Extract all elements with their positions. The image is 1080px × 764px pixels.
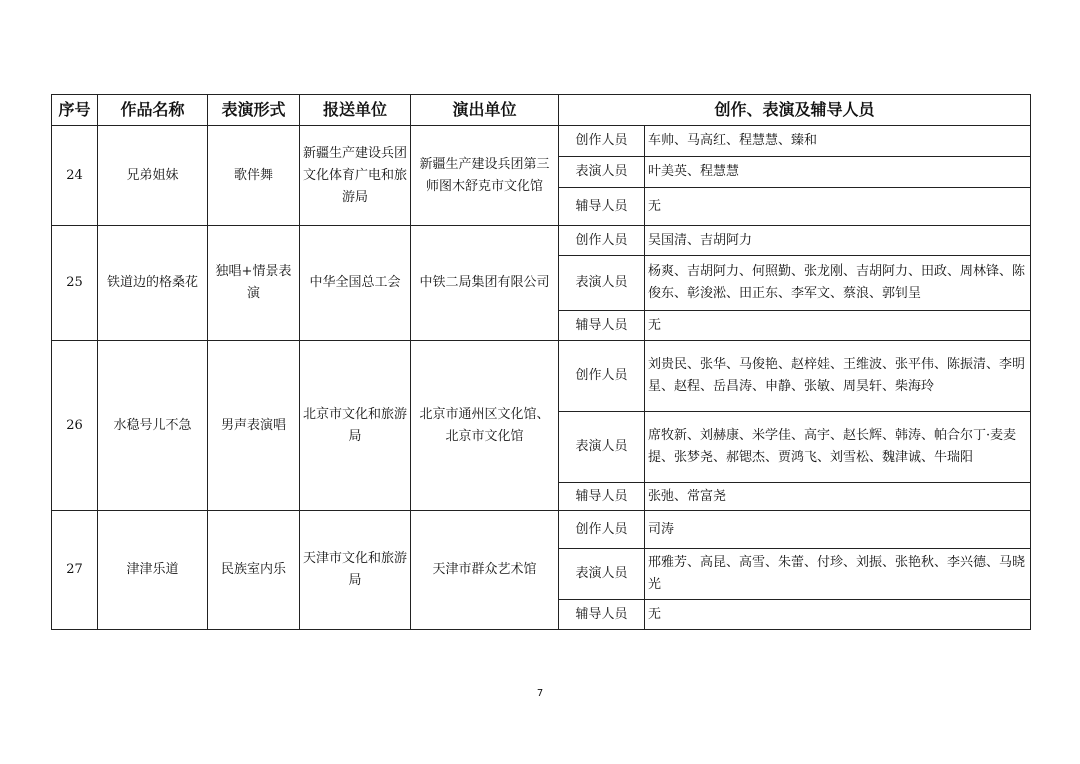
program-table — [51, 94, 1031, 630]
staff-people: 无 — [645, 311, 1031, 341]
entry-sender: 新疆生产建设兵团文化体育广电和旅游局 — [300, 126, 411, 226]
entry-no: 26 — [52, 341, 98, 511]
staff-role: 辅导人员 — [559, 600, 645, 630]
staff-role: 创作人员 — [559, 126, 645, 157]
header-title: 作品名称 — [98, 95, 208, 126]
entry-title: 铁道边的格桑花 — [98, 226, 208, 341]
table-row — [52, 126, 1031, 157]
staff-role: 表演人员 — [559, 412, 645, 483]
staff-people: 吴国清、吉胡阿力 — [645, 226, 1031, 256]
entry-title: 津津乐道 — [98, 511, 208, 630]
entry-title: 兄弟姐妹 — [98, 126, 208, 226]
staff-role: 表演人员 — [559, 256, 645, 311]
staff-people: 无 — [645, 188, 1031, 226]
entry-no: 27 — [52, 511, 98, 630]
staff-role: 表演人员 — [559, 549, 645, 600]
staff-people: 张弛、常富尧 — [645, 483, 1031, 511]
staff-people: 叶美英、程慧慧 — [645, 157, 1031, 188]
header-form: 表演形式 — [208, 95, 300, 126]
page-number: 7 — [536, 688, 544, 699]
header-performer: 演出单位 — [411, 95, 559, 126]
staff-people: 司涛 — [645, 511, 1031, 549]
header-row — [52, 95, 1031, 126]
staff-role: 辅导人员 — [559, 483, 645, 511]
entry-form: 歌伴舞 — [208, 126, 300, 226]
staff-people: 刘贵民、张华、马俊艳、赵梓娃、王维波、张平伟、陈振清、李明星、赵程、岳昌涛、申静、张敏、周昊轩、柴海玲 — [645, 341, 1031, 412]
entry-performer: 中铁二局集团有限公司 — [411, 226, 559, 341]
staff-people: 邢雅芳、高昆、高雪、朱蕾、付珍、刘振、张艳秋、李兴德、马晓光 — [645, 549, 1031, 600]
entry-no: 25 — [52, 226, 98, 341]
entry-title: 水稳号儿不急 — [98, 341, 208, 511]
entry-sender: 北京市文化和旅游局 — [300, 341, 411, 511]
entry-no: 24 — [52, 126, 98, 226]
table-row — [52, 511, 1031, 549]
entry-performer: 北京市通州区文化馆、北京市文化馆 — [411, 341, 559, 511]
staff-role: 辅导人员 — [559, 311, 645, 341]
entry-form: 独唱+情景表演 — [208, 226, 300, 341]
staff-role: 表演人员 — [559, 157, 645, 188]
entry-sender: 天津市文化和旅游局 — [300, 511, 411, 630]
entry-sender: 中华全国总工会 — [300, 226, 411, 341]
header-sender: 报送单位 — [300, 95, 411, 126]
staff-role: 创作人员 — [559, 341, 645, 412]
staff-people: 席牧新、刘赫康、米学佳、高宇、赵长辉、韩涛、帕合尔丁·麦麦提、张梦尧、郝锶杰、贾鸿飞、刘雪松、魏津诚、牛瑞阳 — [645, 412, 1031, 483]
table-row — [52, 226, 1031, 256]
staff-people: 车帅、马高红、程慧慧、臻和 — [645, 126, 1031, 157]
entry-form: 男声表演唱 — [208, 341, 300, 511]
header-staff: 创作、表演及辅导人员 — [559, 95, 1031, 126]
staff-role: 辅导人员 — [559, 188, 645, 226]
table-row — [52, 341, 1031, 412]
entry-performer: 天津市群众艺术馆 — [411, 511, 559, 630]
entry-form: 民族室内乐 — [208, 511, 300, 630]
header-no: 序号 — [52, 95, 98, 126]
staff-role: 创作人员 — [559, 511, 645, 549]
staff-people: 杨爽、吉胡阿力、何照勤、张龙刚、吉胡阿力、田政、周林锋、陈俊东、彰浚淞、田正东、李军文、蔡浪、郭钊呈 — [645, 256, 1031, 311]
staff-role: 创作人员 — [559, 226, 645, 256]
staff-people: 无 — [645, 600, 1031, 630]
entry-performer: 新疆生产建设兵团第三师图木舒克市文化馆 — [411, 126, 559, 226]
